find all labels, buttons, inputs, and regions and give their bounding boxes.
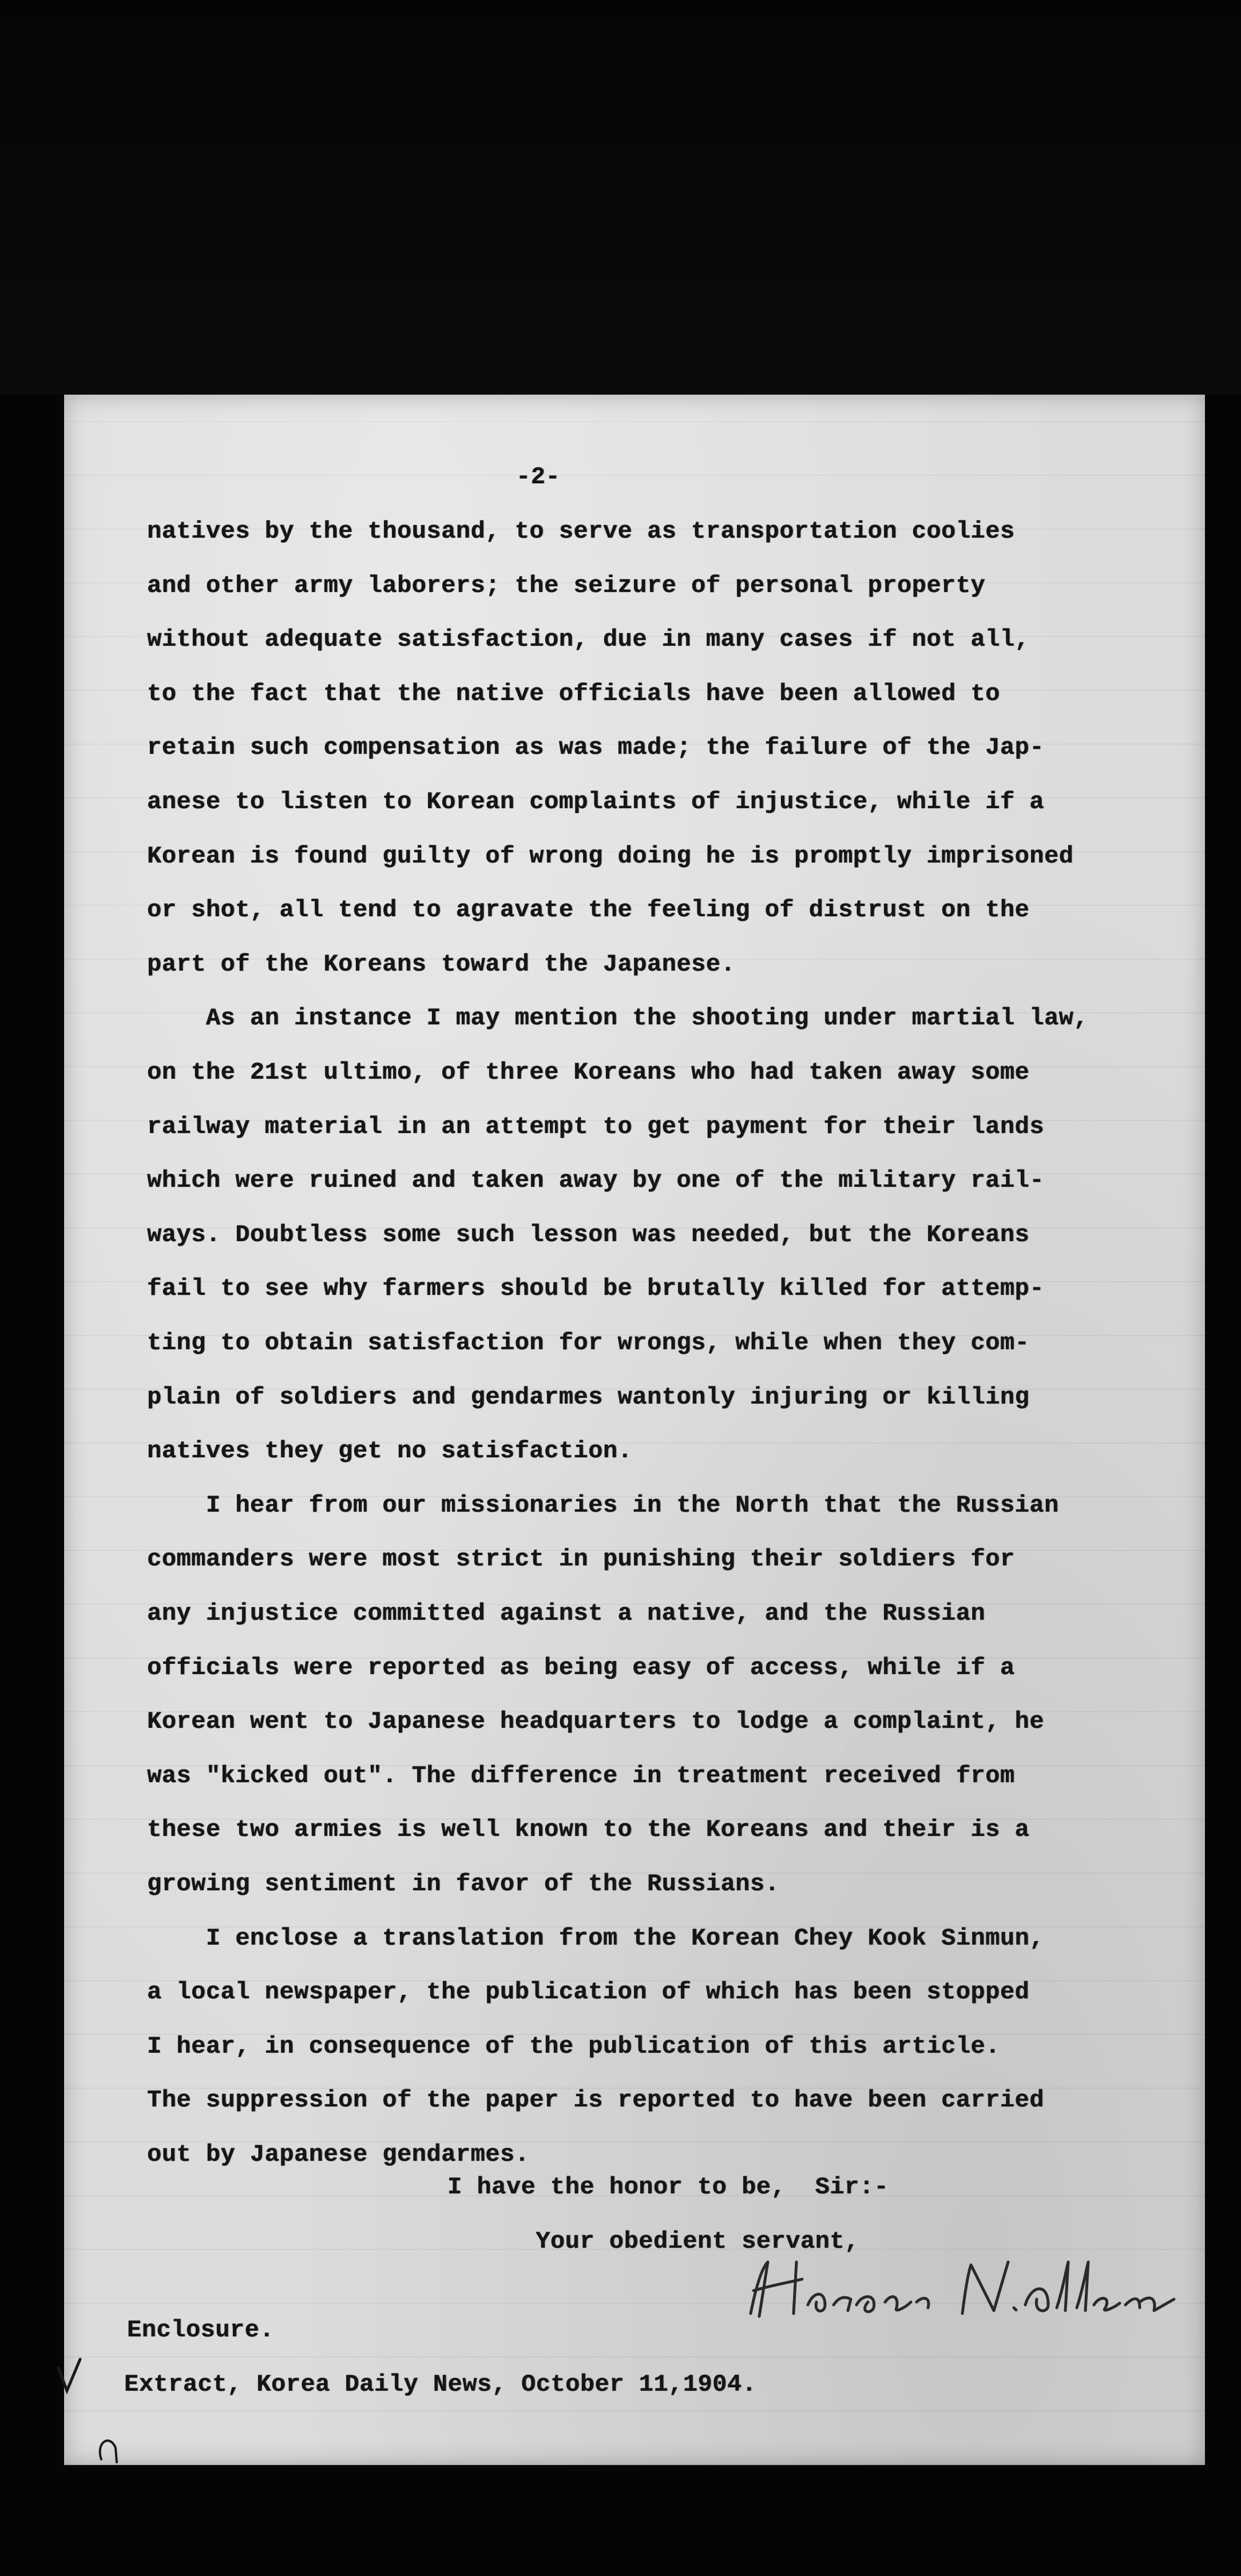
closing-salutation: I have the honor to be, Sir:-: [447, 2173, 889, 2201]
margin-check-mark: [53, 2356, 87, 2396]
enclosure-label: Enclosure.: [127, 2316, 275, 2344]
microfilm-border-left: [0, 395, 64, 2465]
body-line: growing sentiment in favor of the Russians.: [147, 1870, 780, 1898]
microfilm-border-top: [0, 0, 1241, 395]
body-line: Korean went to Japanese headquarters to lodge a complaint, he: [147, 1708, 1044, 1736]
body-line: commanders were most strict in punishing their soldiers for: [147, 1545, 1015, 1573]
body-line: I hear, in consequence of the publication of this article.: [147, 2032, 1000, 2060]
body-line: natives they get no satisfaction.: [147, 1437, 633, 1465]
microfilm-border-right: [1205, 395, 1241, 2465]
body-line: was "kicked out". The difference in treatment received from: [147, 1762, 1015, 1790]
body-line: Korean is found guilty of wrong doing he is promptly imprisoned: [147, 842, 1074, 870]
handwritten-signature: [739, 2251, 1208, 2331]
microfilm-border-bottom: [0, 2465, 1241, 2576]
body-line: fail to see why farmers should be brutally killed for attemp-: [147, 1275, 1044, 1303]
body-line: these two armies is well known to the Koreans and their is a: [147, 1816, 1030, 1844]
body-line: without adequate satisfaction, due in many cases if not all,: [147, 626, 1030, 654]
body-line: ways. Doubtless some such lesson was needed, but the Koreans: [147, 1221, 1030, 1249]
closing-servant-line: Your obedient servant,: [447, 2228, 859, 2255]
body-line: As an instance I may mention the shooting under martial law,: [147, 1004, 1089, 1032]
body-line: officials were reported as being easy of access, while if a: [147, 1653, 1015, 1681]
body-line: on the 21st ultimo, of three Koreans who had taken away some: [147, 1059, 1030, 1086]
enclosure-item: Extract, Korea Daily News, October 11,1904.: [124, 2371, 757, 2398]
body-line: and other army laborers; the seizure of personal property: [147, 571, 986, 599]
body-line: or shot, all tend to agravate the feeling of distrust on the: [147, 896, 1030, 924]
body-line: which were ruined and taken away by one of the military rail-: [147, 1167, 1044, 1195]
body-line: ting to obtain satisfaction for wrongs, while when they com-: [147, 1329, 1030, 1357]
body-line: out by Japanese gendarmes.: [147, 2141, 530, 2168]
body-line: a local newspaper, the publication of which has been stopped: [147, 1978, 1030, 2006]
body-line: railway material in an attempt to get payment for their lands: [147, 1112, 1044, 1140]
body-line: anese to listen to Korean complaints of injustice, while if a: [147, 788, 1044, 816]
body-line: I hear from our missionaries in the North that the Russian: [147, 1491, 1059, 1519]
body-line: retain such compensation as was made; the failure of the Jap-: [147, 734, 1044, 762]
body-line: to the fact that the native officials have been allowed to: [147, 679, 1000, 707]
body-line: The suppression of the paper is reported to have been carried: [147, 2086, 1044, 2114]
document-page: [64, 395, 1205, 2465]
page-number: -2-: [516, 463, 561, 491]
body-line: part of the Koreans toward the Japanese.: [147, 950, 736, 978]
body-line: any injustice committed against a native, and the Russian: [147, 1600, 986, 1627]
body-line: I enclose a translation from the Korean Chey Kook Sinmun,: [147, 1924, 1044, 1952]
body-line: natives by the thousand, to serve as transportation coolies: [147, 518, 1015, 545]
margin-pencil-mark: [93, 2431, 127, 2465]
body-line: plain of soldiers and gendarmes wantonly injuring or killing: [147, 1383, 1030, 1411]
